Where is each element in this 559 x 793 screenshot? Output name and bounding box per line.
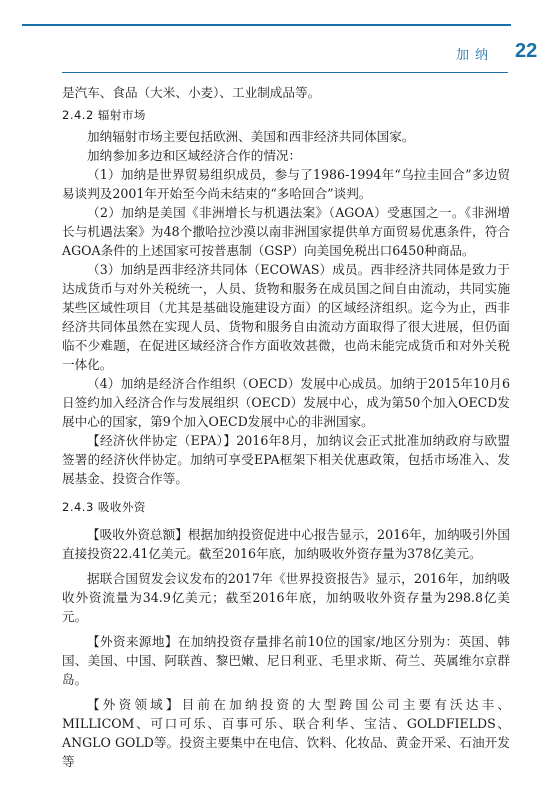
paragraph: 据联合国贸发会议发布的2017年《世界投资报告》显示，2016年，加纳吸收外资流量为34.9亿美元；截至2016年底，加纳吸收外资存量为298.8亿美元。 (62, 571, 510, 624)
paragraph: （4）加纳是经济合作组织（OECD）发展中心成员。加纳于2015年10月6日签约加入经济合作与发展组织（OECD）发展中心，成为第50个加入OECD发展中心的国家，第9个加入OECD发展中心的非洲国家。 (62, 376, 510, 429)
header-divider (62, 72, 508, 73)
paragraph: 加纳辐射市场主要包括欧洲、美国和西非经济共同体国家。 (87, 129, 415, 144)
page-number: 22 (515, 40, 538, 62)
spacer (62, 488, 510, 494)
paragraph: 加纳参加多边和区域经济合作的情况： (87, 148, 302, 163)
paragraph: （3）加纳是西非经济共同体（ECOWAS）成员。西非经济共同体是致力于达成货币与对外关税统一，人员、货物和服务在成员国之间自由流动，共同实施某些区域性项目（尤其是基础设施建设方面）的区域经济组织。迄今为止，西非经济共同体虽然在实现人员、货物和服务自由流动方面取得了很大进展，但仍面临不少难题，在促进区域经济合作方面收效甚微，也尚未能完成货币和对外关税一体化。 (62, 262, 510, 372)
section-heading: 2.4.3 吸收外资 (62, 500, 146, 514)
header-top-rule (22, 24, 511, 26)
paragraph: （1）加纳是世界贸易组织成员，参与了1986-1994年“乌拉圭回合”多边贸易谈判及2001年开始至今尚未结束的“多哈回合”谈判。 (62, 167, 510, 201)
paragraph: 【经济伙伴协定（EPA）】2016年8月，加纳议会正式批准加纳政府与欧盟签署的经济伙伴协定。加纳可享受EPA框架下相关优惠政策，包括市场准入、发展基金、投资合作等。 (62, 433, 510, 486)
section-heading: 2.4.2 辐射市场 (62, 108, 146, 122)
paragraph: 【吸收外资总额】根据加纳投资促进中心报告显示，2016年，加纳吸引外国直接投资22.41亿美元。截至2016年底，加纳吸收外资存量为378亿美元。 (62, 527, 510, 561)
document-body (62, 83, 510, 771)
page-header (0, 0, 559, 80)
paragraph: 【外资领域】目前在加纳投资的大型跨国公司主要有沃达丰、MILLICOM、可口可乐、百事可乐、联合利华、宝洁、GOLDFIELDS、ANGLO GOLD等。投资主要集中在电信、饮料、化妆品、黄金开采、石油开发等 (62, 697, 510, 769)
paragraph: 是汽车、食品（大米、小麦）、工业制成品等。 (62, 85, 321, 100)
paragraph: 【外资来源地】在加纳投资存量排名前10位的国家/地区分别为：英国、韩国、美国、中国、阿联酋、黎巴嫩、尼日利亚、毛里求斯、荷兰、英属维尔京群岛。 (62, 634, 510, 687)
running-head-title: 加纳 (456, 48, 495, 63)
paragraph: （2）加纳是美国《非洲增长与机遇法案》（AGOA）受惠国之一。《非洲增长与机遇法案》为48个撒哈拉沙漠以南非洲国家提供单方面贸易优惠条件，符合AGOA条件的上述国家可按普惠制（GSP）向美国免税出口6450种商品。 (62, 205, 510, 258)
